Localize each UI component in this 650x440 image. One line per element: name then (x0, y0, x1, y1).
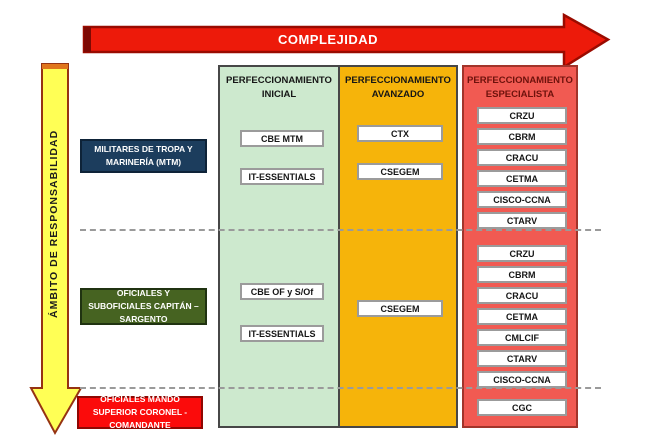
course-box: CRZU (477, 245, 567, 262)
course-stack-oficiales-avanzado (357, 300, 443, 317)
course-box: CTARV (477, 212, 567, 229)
course-box: CRACU (477, 149, 567, 166)
responsibility-arrow-label: ÁMBITO DE RESPONSABILIDAD (48, 129, 60, 319)
course-box: CBRM (477, 128, 567, 145)
column-header-inicial: PERFECCIONAMIENTO INICIAL (226, 75, 332, 100)
course-box: CETMA (477, 170, 567, 187)
course-stack-mando-especialista (477, 399, 567, 416)
course-box: CRZU (477, 107, 567, 124)
course-box: IT-ESSENTIALS (240, 168, 324, 185)
column-avanzado (338, 65, 458, 428)
complexity-arrow-label: COMPLEJIDAD (277, 32, 379, 47)
row-label-oficiales: OFICIALES Y SUBOFICIALES CAPITÁN – SARGENTO (80, 288, 207, 325)
course-box: CMLCIF (477, 329, 567, 346)
course-stack-mtm-especialista (477, 107, 567, 229)
course-box: CISCO-CCNA (477, 371, 567, 388)
course-stack-oficiales-especialista (477, 245, 567, 388)
course-box: CISCO-CCNA (477, 191, 567, 208)
course-box: CSEGEM (357, 163, 443, 180)
row-separator-1 (80, 229, 601, 231)
column-header-especialista: PERFECCIONAMIENTO ESPECIALISTA (467, 75, 573, 100)
course-box: CBE MTM (240, 130, 324, 147)
column-inicial (218, 65, 340, 428)
course-stack-oficiales-inicial (240, 283, 324, 342)
course-box: CBRM (477, 266, 567, 283)
course-box: CRACU (477, 287, 567, 304)
course-stack-mtm-inicial (240, 130, 324, 185)
row-label-mtm: MILITARES DE TROPA Y MARINERÍA (MTM) (80, 139, 207, 173)
course-box: CTARV (477, 350, 567, 367)
course-box: CETMA (477, 308, 567, 325)
course-box: CSEGEM (357, 300, 443, 317)
course-box: IT-ESSENTIALS (240, 325, 324, 342)
course-box: CBE OF y S/Of (240, 283, 324, 300)
course-box: CTX (357, 125, 443, 142)
course-box: CGC (477, 399, 567, 416)
course-stack-mtm-avanzado (357, 125, 443, 180)
row-label-mando-superior: OFICIALES MANDO SUPERIOR CORONEL - COMANDANTE (77, 396, 203, 429)
column-header-avanzado: PERFECCIONAMIENTO AVANZADO (345, 75, 451, 100)
